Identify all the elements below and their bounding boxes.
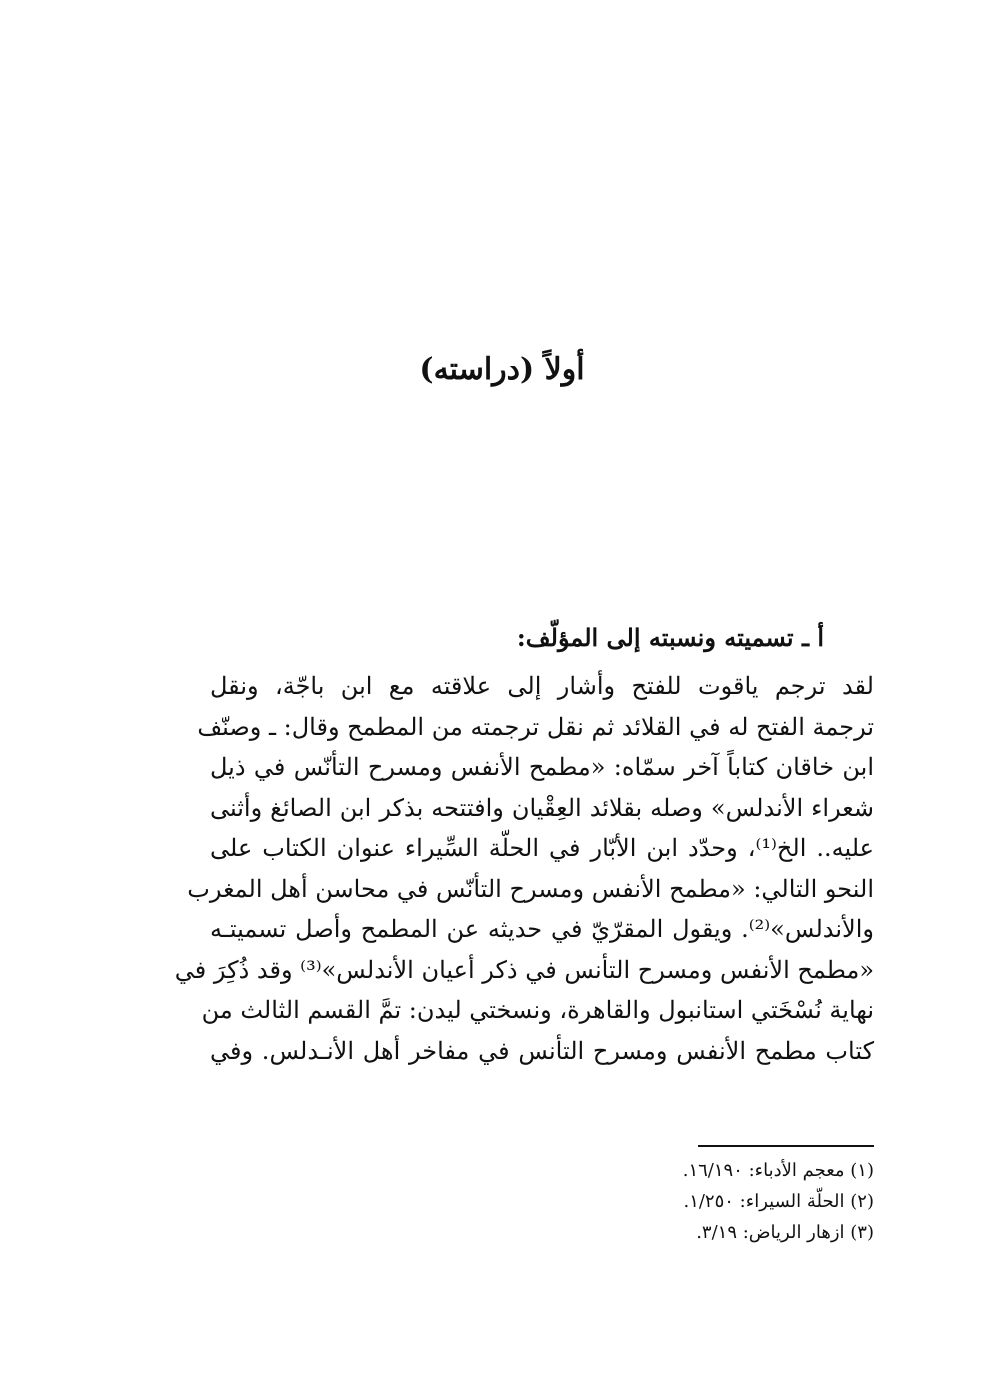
body-line-10: كتاب مطمح الأنفس ومسرح التأنس في مفاخر أهل الأنـدلس. وفي — [210, 1036, 875, 1065]
body-line-1: لقد ترجم ياقوت للفتح وأشار إلى علاقته مع ابن باجّة، ونقل — [210, 672, 874, 700]
body-line-3: ابن خاقان كتاباً آخر سمّاه: «مطمح الأنفس ومسرح التأنّس في ذيل — [210, 753, 874, 781]
section-heading: أ ـ تسميته ونسبته إلى المؤلّف: — [516, 623, 824, 652]
body-paragraph — [174, 666, 875, 1071]
footnote-3: (٣) ازهار الرياض: ٣/١٩. — [696, 1222, 874, 1243]
body-line-9: نهاية نُسْخَتي استانبول والقاهرة، ونسختي ليدن: تمَّ القسم الثالث من — [201, 996, 874, 1024]
body-line-4: شعراء الأندلس» وصله بقلائد العِقْيان وافتتحه بذكر ابن الصائغ وأثنى — [210, 793, 874, 822]
footnote-2: (٢) الحلّة السيراء: ١/٢٥٠. — [683, 1191, 874, 1212]
chapter-title: أولاً (دراسته) — [419, 352, 585, 387]
body-line-7: والأندلس»⁽²⁾. ويقول المقرّيّ في حديثه عن المطمح وأصل تسميتـه — [210, 915, 874, 943]
body-line-6: النحو التالي: «مطمح الأنفس ومسرح التأنّس في محاسن أهل المغرب — [187, 874, 874, 903]
footnotes-list — [374, 1155, 874, 1248]
body-line-2: ترجمة الفتح له في القلائد ثم نقل ترجمته من المطمح وقال: ـ وصنّف — [197, 712, 874, 741]
footnote-1: (١) معجم الأدباء: ١٦/١٩٠. — [682, 1160, 874, 1181]
body-line-5: عليه.. الخ⁽¹⁾، وحدّد ابن الأبّار في الحلّة السِّيراء عنوان الكتاب على — [210, 834, 874, 862]
body-line-8: «مطمح الأنفس ومسرح التأنس في ذكر أعيان الأندلس»⁽³⁾ وقد ذُكِرَ في — [174, 955, 874, 984]
footnote-divider — [698, 1145, 874, 1147]
